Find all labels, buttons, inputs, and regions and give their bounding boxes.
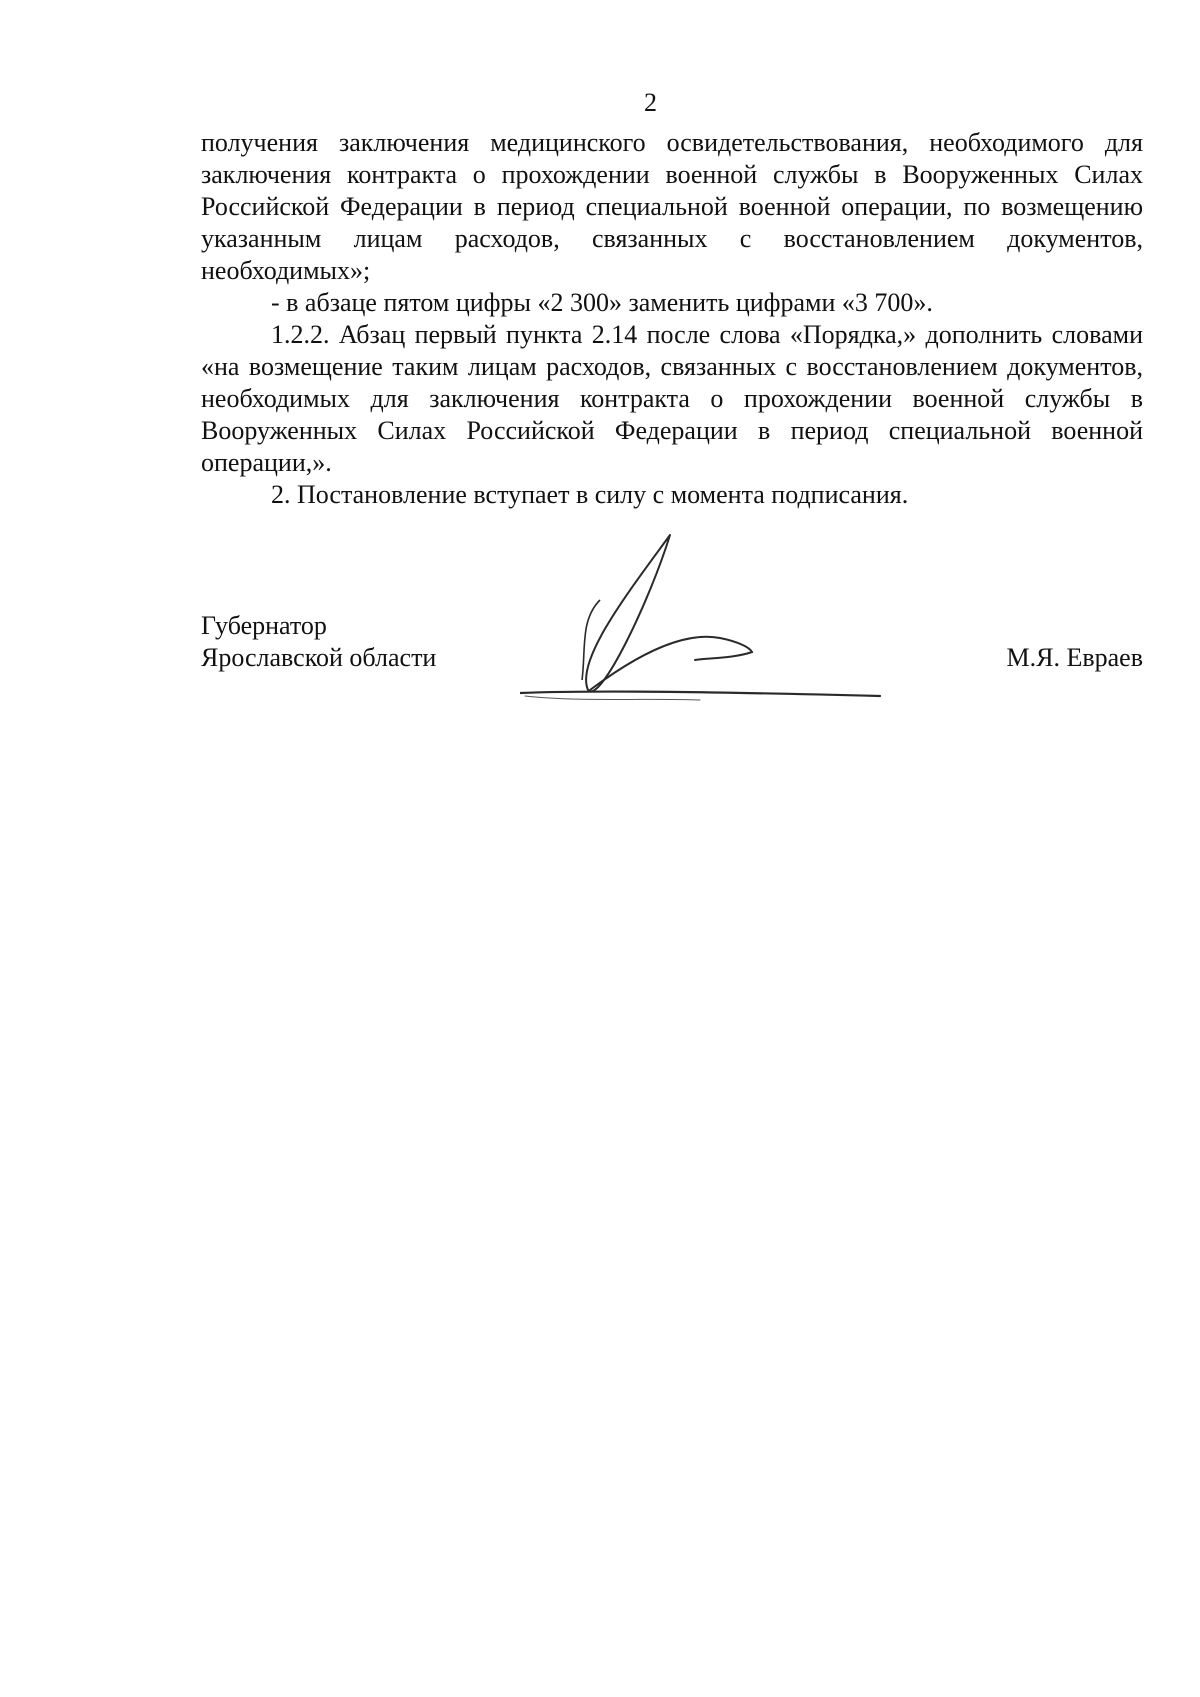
- paragraph-entry-into-force: 2. Постановление вступает в силу с момента подписания.: [271, 480, 909, 509]
- paragraph-amendment-digits: - в абзаце пятом цифры «2 300» заменить цифрами «3 700».: [271, 288, 933, 317]
- page-number: 2: [644, 88, 657, 117]
- signatory-title-line-2: Ярославской области: [201, 643, 437, 672]
- paragraph-1-2-2: 1.2.2. Абзац первый пункта 2.14 после слова «Порядка,» дополнить словами «на возмещение таким лицам расходов, связанных с восстановлением документов, необходимых для заключения контракта о прохождении военной службы в Вооруженных Силах Российской Федерации в период специальной военной операции,».: [201, 320, 1143, 477]
- signature-icon: [520, 530, 920, 710]
- signatory-title-line-1: Губернатор: [201, 611, 327, 640]
- signatory-name: М.Я. Евраев: [1006, 643, 1143, 672]
- handwritten-signature: [520, 530, 920, 710]
- signatory-title: [201, 610, 436, 674]
- document-body: [201, 127, 1143, 511]
- paragraph-continuation: получения заключения медицинского освидетельствования, необходимого для заключения контракта о прохождении военной службы в Вооруженных Силах Российской Федерации в период специальной военной операции, по возмещению указанным лицам расходов, связанных с восстановлением документов, необходимых»;: [201, 128, 1143, 285]
